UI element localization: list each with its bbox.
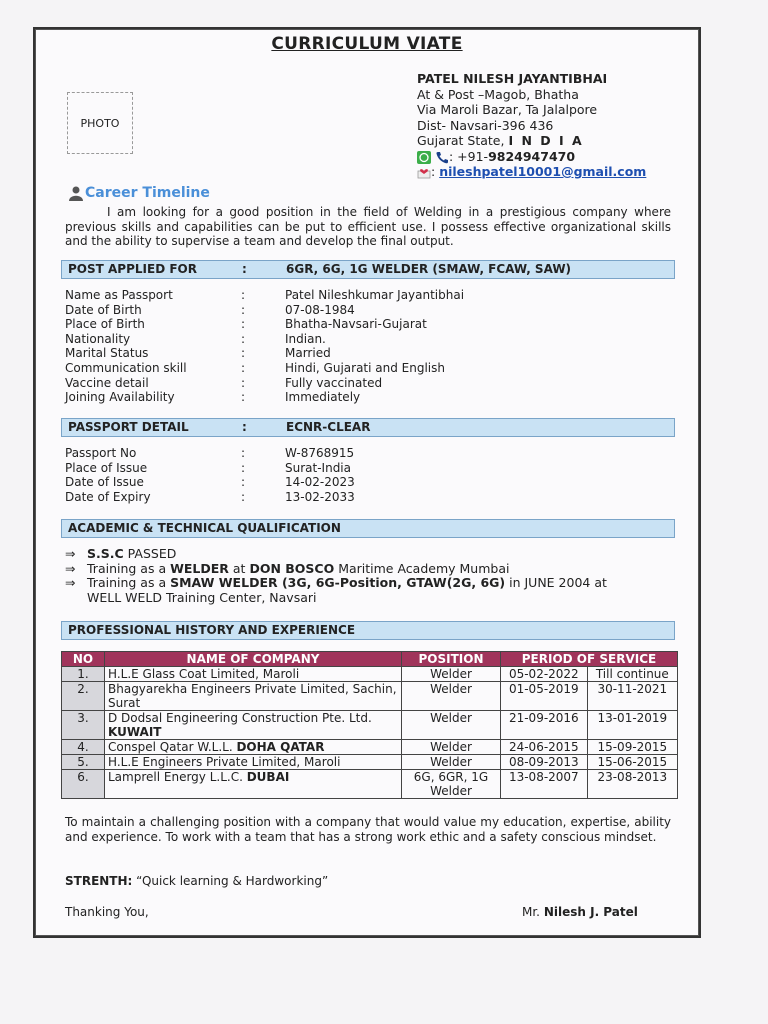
professional-bar <box>61 621 675 640</box>
table-row: 3. D Dodsal Engineering Construction Pte. Ltd. KUWAIT Welder 21-09-2016 13-01-2019 <box>62 711 678 740</box>
candidate-name: PATEL NILESH JAYANTIBHAI <box>417 71 608 86</box>
signature: Mr. Nilesh J. Patel <box>522 905 638 919</box>
col-position: POSITION <box>402 652 501 667</box>
table-header-row <box>62 652 678 667</box>
address-line-1: At & Post –Magob, Bhatha <box>417 86 579 102</box>
detail-row: Marital Status : Married <box>65 346 331 361</box>
arrow-icon: ⇒ <box>65 575 76 590</box>
personal-details <box>65 288 665 405</box>
contact-block <box>417 71 646 180</box>
detail-row: Joining Availability : Immediately <box>65 390 361 405</box>
detail-row: Date of Expiry : 13-02-2033 <box>65 489 355 504</box>
detail-row: Name as Passport : Patel Nileshkumar Jayantibhai <box>65 288 465 302</box>
table-row: 5. H.L.E Engineers Private Limited, Maroli Welder 08-09-2013 15-06-2015 <box>62 755 678 770</box>
post-applied-label: POST APPLIED FOR <box>68 262 197 276</box>
email-line: : nileshpatel10001@gmail.com <box>417 164 646 180</box>
post-applied-bar <box>61 260 675 279</box>
phone-icon <box>435 151 449 164</box>
qualification-item: ⇒ Training as a SMAW WELDER (3G, 6G-Position, GTAW(2G, 6G) in JUNE 2004 at WELL WELD Training Center, Navsari <box>65 575 607 605</box>
detail-row: Nationality : Indian. <box>65 331 326 346</box>
col-no: NO <box>62 652 105 667</box>
email-link[interactable]: nileshpatel10001@gmail.com <box>439 164 647 179</box>
page-title: CURRICULUM VIATE <box>271 34 463 54</box>
detail-row: Communication skill : Hindi, Gujarati and English <box>65 360 445 375</box>
detail-row: Vaccine detail : Fully vaccinated <box>65 375 383 390</box>
detail-row: Date of Birth : 07-08-1984 <box>65 302 355 317</box>
detail-row: Place of Birth : Bhatha-Navsari-Gujarat <box>65 317 427 332</box>
career-objective: I am looking for a good position in the field of Welding in a prestigious company where previous skills and capabilities can be put to efficient use. I possess effective organizational skills and the ability to supervise a team and develop the final output. <box>65 205 671 248</box>
qualification-list <box>65 547 607 605</box>
table-row: 1. H.L.E Glass Coat Limited, Maroli Welder 05-02-2022 Till continue <box>62 667 678 682</box>
post-applied-colon: : <box>242 262 247 276</box>
table-row: 2. Bhagyarekha Engineers Private Limited, Sachin, Surat Welder 01-05-2019 30-11-2021 <box>62 682 678 711</box>
country: I N D I A <box>508 133 584 148</box>
thanks-line: Thanking You, <box>65 905 149 919</box>
col-period: PERIOD OF SERVICE <box>501 652 678 667</box>
address-line-2: Via Maroli Bazar, Ta Jalalpore <box>417 102 598 117</box>
phone-number: 9824947470 <box>488 148 576 164</box>
experience-table <box>61 651 678 799</box>
career-heading: Career Timeline <box>69 185 210 201</box>
detail-row: Date of Issue : 14-02-2023 <box>65 475 355 490</box>
academic-bar <box>61 519 675 538</box>
passport-detail-value: ECNR-CLEAR <box>286 420 371 434</box>
qualification-item: ⇒ Training as a WELDER at DON BOSCO Maritime Academy Mumbai <box>65 560 510 576</box>
address-line-4: Gujarat State, I N D I A <box>417 133 584 148</box>
passport-detail-colon: : <box>242 420 247 434</box>
passport-details <box>65 446 665 504</box>
table-row: 6. Lamprell Energy L.L.C. DUBAI 6G, 6GR, 1G Welder 13-08-2007 23-08-2013 <box>62 770 678 799</box>
whatsapp-icon <box>417 151 431 164</box>
envelope-heart-icon <box>417 166 431 179</box>
qualification-item: ⇒ S.S.C PASSED <box>65 546 177 561</box>
post-applied-value: 6GR, 6G, 1G WELDER (SMAW, FCAW, SAW) <box>286 262 572 276</box>
person-icon <box>69 186 83 201</box>
table-row: 4. Conspel Qatar W.L.L. DOHA QATAR Welder 24-06-2015 15-09-2015 <box>62 740 678 755</box>
address-line-3: Dist- Navsari-396 436 <box>417 117 554 133</box>
arrow-icon: ⇒ <box>65 560 76 576</box>
arrow-icon: ⇒ <box>65 546 76 561</box>
resume-page <box>33 27 701 938</box>
closing-statement: To maintain a challenging position with a company that would value my education, expertise, ability and experience. To work with a team that has a strong work ethic and a safety conscious mindset. <box>65 815 671 844</box>
passport-detail-bar <box>61 418 675 437</box>
detail-row: Place of Issue : Surat-India <box>65 460 351 475</box>
col-company: NAME OF COMPANY <box>105 652 402 667</box>
strength-line: STRENTH: “Quick learning & Hardworking” <box>65 874 329 888</box>
phone-line: : +91-9824947470 <box>417 149 646 165</box>
academic-label: ACADEMIC & TECHNICAL QUALIFICATION <box>68 521 341 535</box>
detail-row: Passport No : W-8768915 <box>65 446 355 460</box>
photo-placeholder: PHOTO <box>67 92 133 154</box>
professional-label: PROFESSIONAL HISTORY AND EXPERIENCE <box>68 623 356 637</box>
passport-detail-label: PASSPORT DETAIL <box>68 420 189 434</box>
